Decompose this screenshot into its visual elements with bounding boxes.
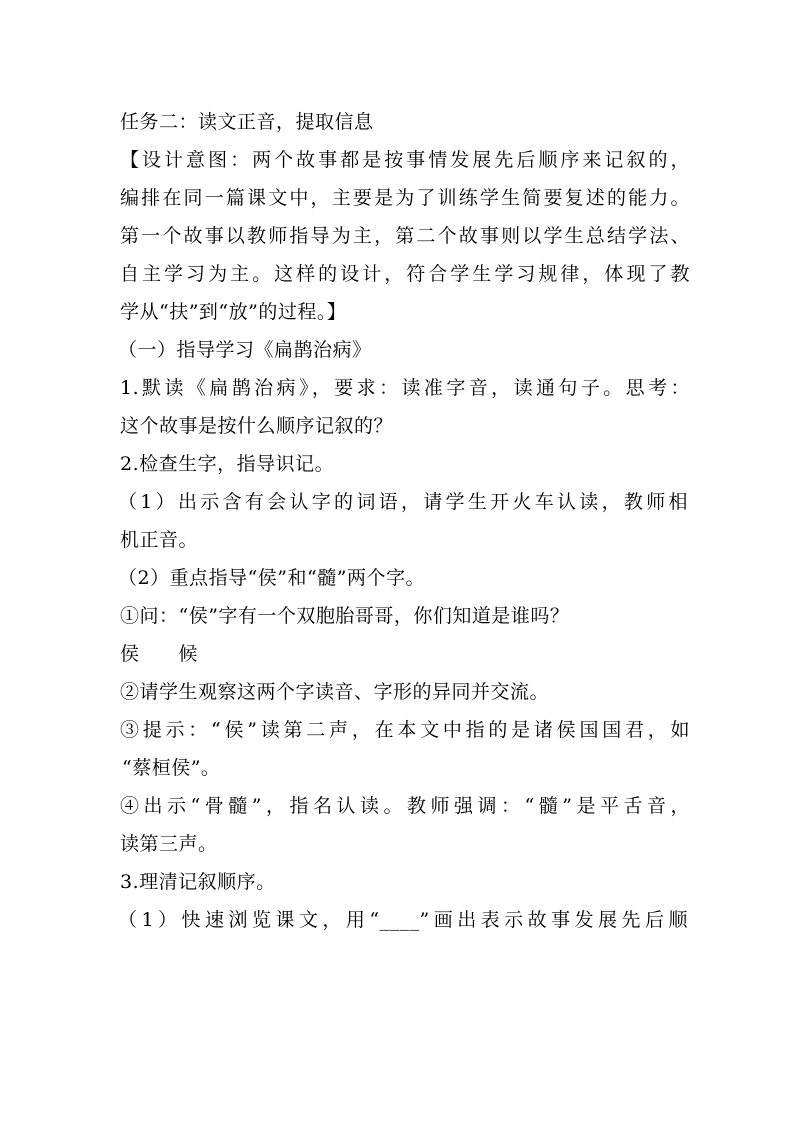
step-1-line-2: 这个故事是按什么顺序记叙的？ (120, 415, 394, 437)
design-intent-line-3: 第一个故事以教师指导为主，第二个故事则以学生总结学法、 (120, 225, 690, 247)
item-circle-1: ①问：“侯”字有一个双胞胎哥哥，你们知道是谁吗？ (120, 605, 570, 627)
item-circle-4-line-1: ④出示“骨髓”，指名认读。教师强调：“髓”是平舌音， (120, 795, 690, 817)
step-3-heading: 3.理清记叙顺序。 (120, 871, 276, 893)
design-intent-line-4: 自主学习为主。这样的设计，符合学生学习规律，体现了教 (120, 263, 690, 285)
design-intent-line-5: 学从“扶”到“放”的过程。】 (120, 301, 347, 323)
step-2-1-line-1: （1）出示含有会认字的词语，请学生开火车认读，教师相 (118, 491, 688, 513)
step-2-heading: 2.检查生字，指导识记。 (120, 453, 335, 475)
step-2-2: （2）重点指导“侯”和“髓”两个字。 (118, 567, 425, 589)
item-circle-3-line-2: “蔡桓侯”。 (122, 757, 221, 779)
step-2-1-line-2: 机正音。 (120, 529, 199, 551)
item-circle-3-line-1: ③提示：“侯”读第二声，在本文中指的是诸侯国国君，如 (120, 719, 690, 741)
character-pair: 侯 候 (120, 643, 199, 665)
step-1-line-1: 1.默读《扁鹊治病》，要求：读准字音，读通句子。思考： (120, 377, 690, 399)
step-3-1-line-1: （1）快速浏览课文，用“____”画出表示故事发展先后顺 (118, 909, 688, 931)
item-circle-4-line-2: 读第三声。 (120, 833, 218, 855)
section-heading: （一）指导学习《扁鹊治病》 (118, 339, 372, 361)
item-circle-2: ②请学生观察这两个字读音、字形的异同并交流。 (120, 681, 550, 703)
task-heading: 任务二：读文正音，提取信息 (120, 111, 374, 133)
design-intent-line-1: 【设计意图：两个故事都是按事情发展先后顺序来记叙的， (120, 149, 690, 171)
design-intent-line-2: 编排在同一篇课文中，主要是为了训练学生简要复述的能力。 (120, 187, 690, 209)
